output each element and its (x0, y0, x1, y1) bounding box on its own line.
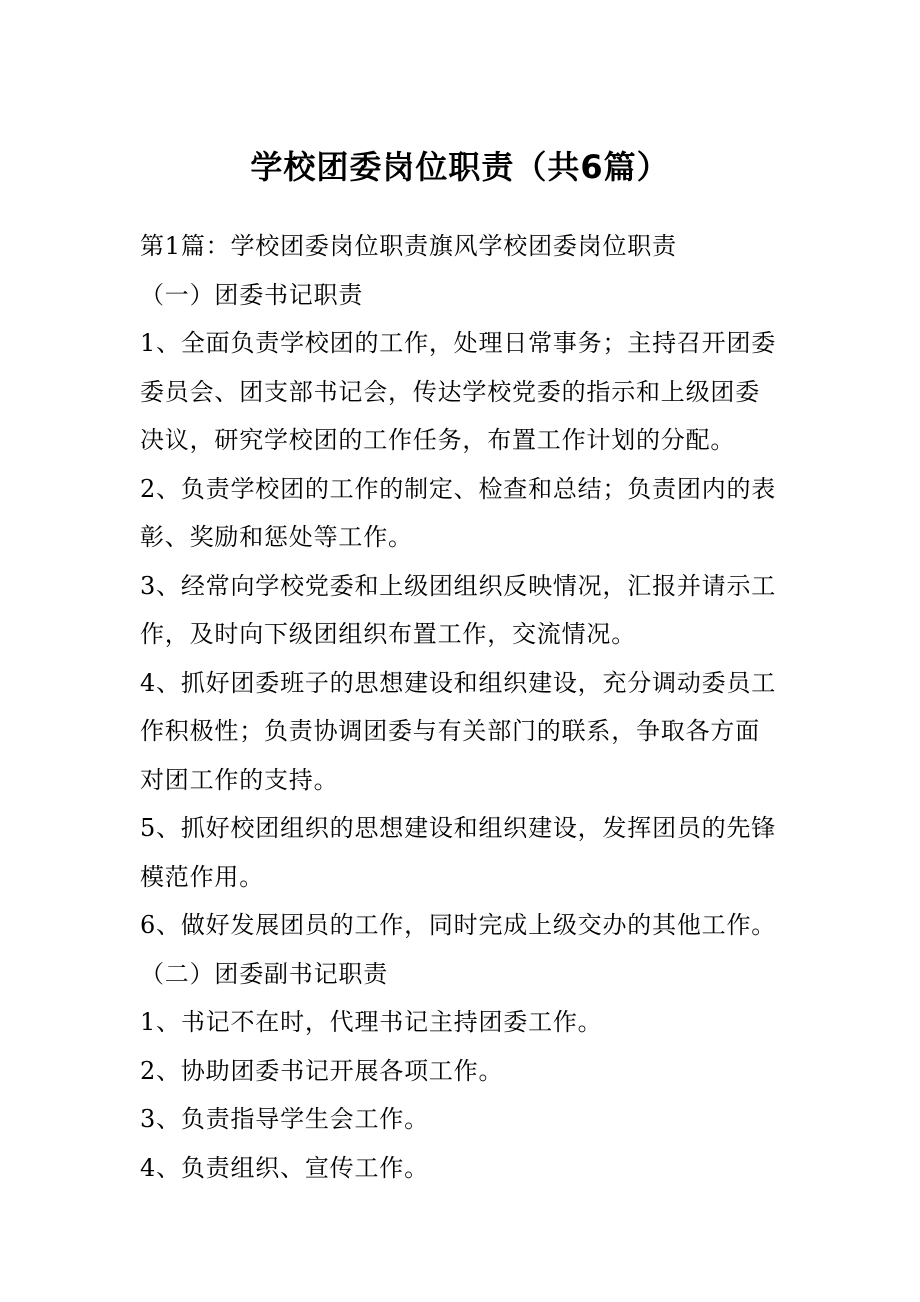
section-2-item-2: 2、协助团委书记开展各项工作。 (140, 1056, 504, 1085)
section-1-item-3: 3、经常向学校党委和上级团组织反映情况，汇报并请示工作，及时向下级团组织布置工作，交流情况。 (140, 571, 777, 648)
document-title: 学校团委岗位职责（共6篇） (250, 148, 670, 186)
section-1-item-5: 5、抓好校团组织的思想建设和组织建设，发挥团员的先锋模范作用。 (140, 814, 777, 891)
section-1-item-4: 4、抓好团委班子的思想建设和组织建设，充分调动委员工作积极性；负责协调团委与有关部门的联系，争取各方面对团工作的支持。 (140, 668, 777, 794)
document-subtitle: 第1篇：学校团委岗位职责旗风学校团委岗位职责 (140, 232, 677, 260)
section-heading-1: （一）团委书记职责 (140, 280, 364, 309)
section-heading-2: （二）团委副书记职责 (140, 959, 388, 988)
document-body (140, 222, 780, 1192)
section-1-item-1: 1、全面负责学校团的工作，处理日常事务；主持召开团委委员会、团支部书记会，传达学校党委的指示和上级团委决议，研究学校团的工作任务，布置工作计划的分配。 (140, 329, 777, 454)
section-2-item-1: 1、书记不在时，代理书记主持团委工作。 (140, 1008, 603, 1036)
section-2-item-4: 4、负责组织、宣传工作。 (140, 1153, 429, 1182)
section-1-item-6: 6、做好发展团员的工作，同时完成上级交办的其他工作。 (140, 911, 777, 939)
section-1-item-2: 2、负责学校团的工作的制定、检查和总结；负责团内的表彰、奖励和惩处等工作。 (140, 474, 777, 551)
section-2-item-3: 3、负责指导学生会工作。 (140, 1105, 429, 1133)
